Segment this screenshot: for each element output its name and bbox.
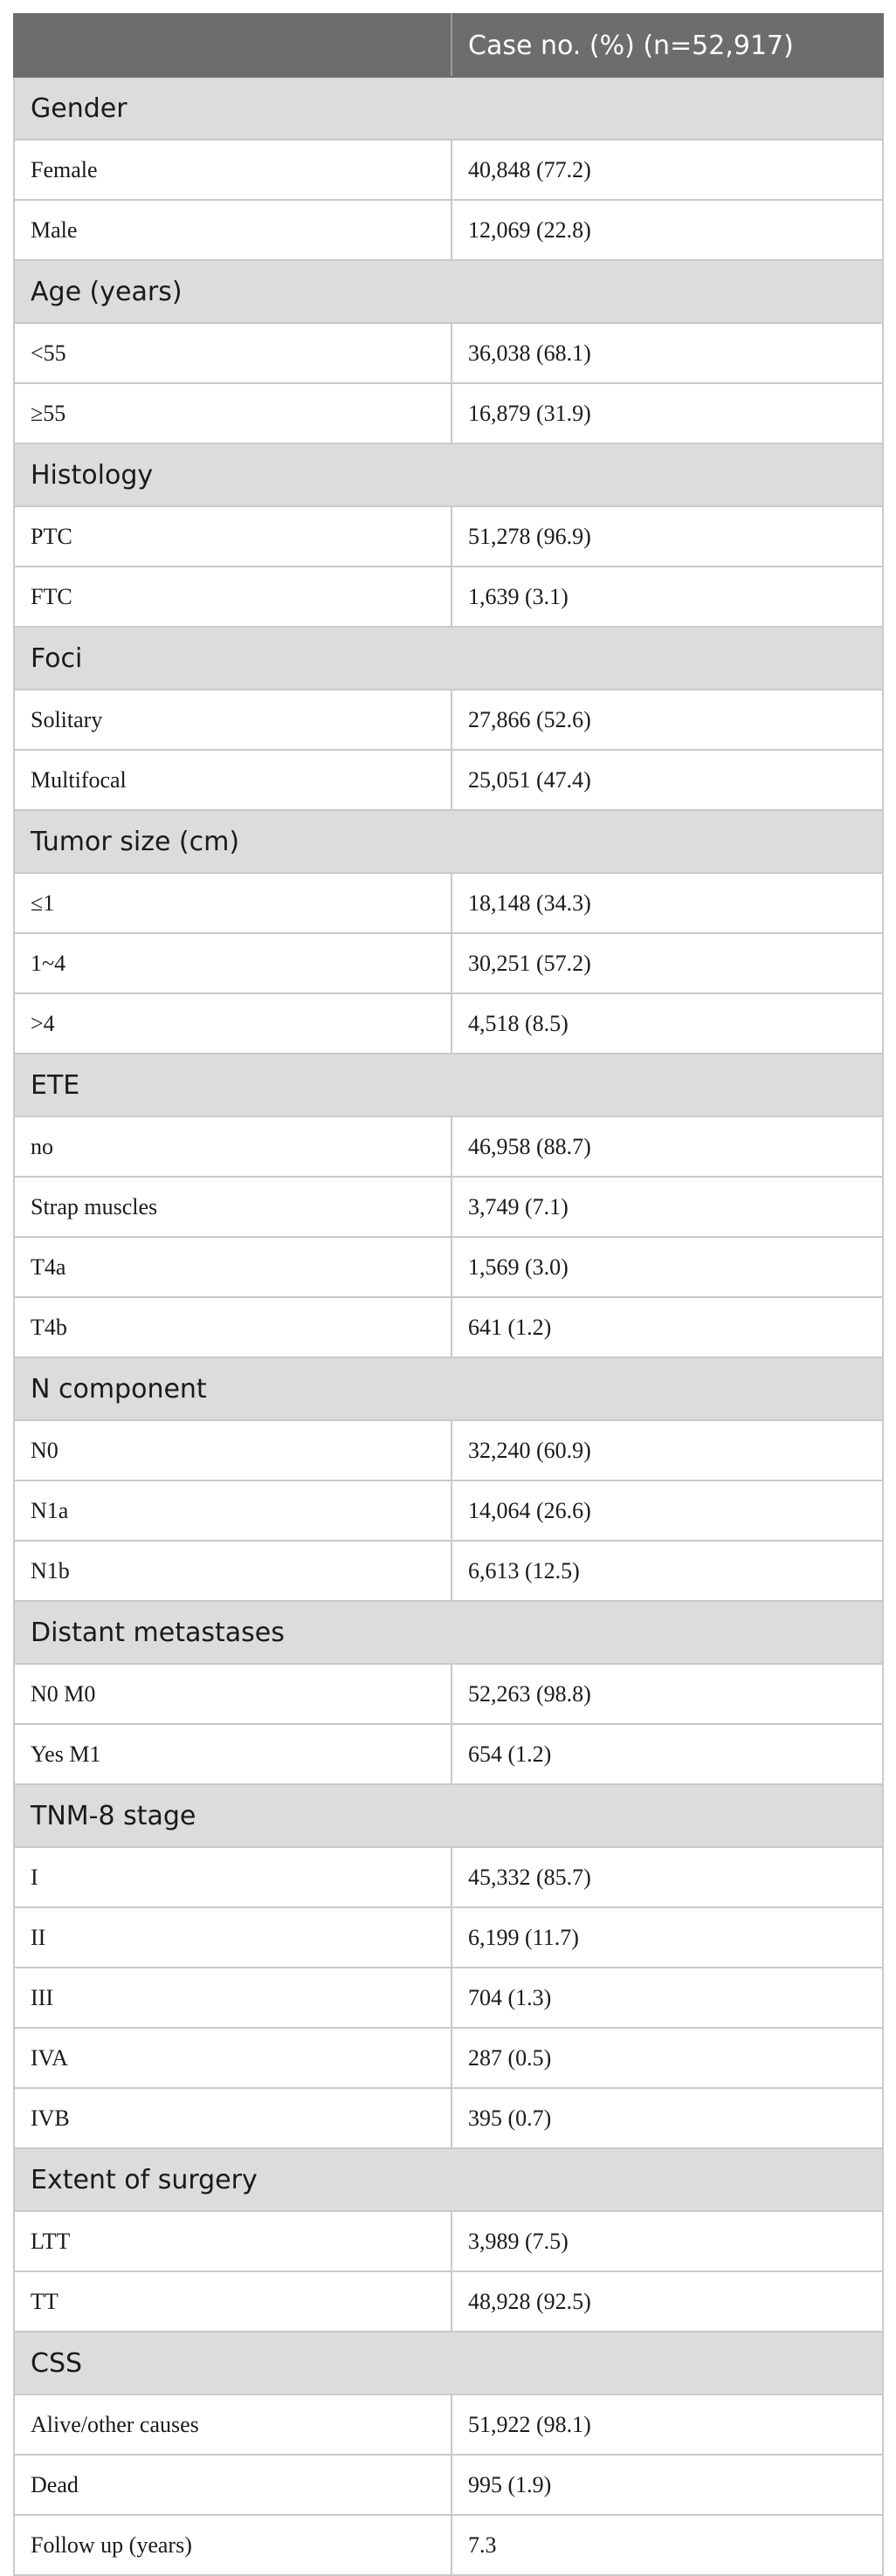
row-label: <55 [14, 323, 451, 383]
row-value: 32,240 (60.9) [451, 1420, 883, 1480]
row-label: Solitary [14, 690, 451, 750]
section-title: Histology [14, 443, 883, 506]
table-row [14, 2515, 883, 2575]
row-value: 6,613 (12.5) [451, 1541, 883, 1601]
header-blank-cell [14, 14, 451, 77]
row-value: 1,639 (3.1) [451, 567, 883, 627]
row-label: N0 M0 [14, 1664, 451, 1724]
row-value: 641 (1.2) [451, 1297, 883, 1357]
section-title: Foci [14, 627, 883, 690]
row-value: 3,989 (7.5) [451, 2211, 883, 2271]
section-title: Gender [14, 77, 883, 140]
row-value: 14,064 (26.6) [451, 1480, 883, 1541]
row-value: 995 (1.9) [451, 2455, 883, 2515]
row-value: 52,263 (98.8) [451, 1664, 883, 1724]
table-row [14, 1480, 883, 1541]
row-value: 7.3 [451, 2515, 883, 2575]
row-label: FTC [14, 567, 451, 627]
table-row [14, 1968, 883, 2028]
table-row [14, 2455, 883, 2515]
row-value: 51,922 (98.1) [451, 2394, 883, 2455]
row-value: 287 (0.5) [451, 2028, 883, 2088]
table-row [14, 2088, 883, 2148]
table-row [14, 750, 883, 810]
row-label: Multifocal [14, 750, 451, 810]
section-header-row [14, 1357, 883, 1420]
table-row [14, 690, 883, 750]
section-title: Extent of surgery [14, 2148, 883, 2211]
table-row [14, 567, 883, 627]
row-value: 45,332 (85.7) [451, 1847, 883, 1907]
row-value: 36,038 (68.1) [451, 323, 883, 383]
row-label: PTC [14, 506, 451, 567]
table-row [14, 1664, 883, 1724]
row-label: TT [14, 2271, 451, 2332]
row-value: 704 (1.3) [451, 1968, 883, 2028]
section-header-row [14, 810, 883, 873]
table-header-row [14, 14, 883, 77]
row-value: 18,148 (34.3) [451, 873, 883, 933]
section-title: N component [14, 1357, 883, 1420]
row-label: III [14, 1968, 451, 2028]
row-value: 4,518 (8.5) [451, 993, 883, 1054]
section-header-row [14, 443, 883, 506]
row-value: 1,569 (3.0) [451, 1237, 883, 1297]
table-row [14, 933, 883, 993]
row-label: T4a [14, 1237, 451, 1297]
table-body [14, 77, 883, 2575]
row-label: no [14, 1116, 451, 1177]
section-header-row [14, 1784, 883, 1847]
row-label: Alive/other causes [14, 2394, 451, 2455]
row-value: 12,069 (22.8) [451, 200, 883, 260]
row-label: >4 [14, 993, 451, 1054]
row-value: 3,749 (7.1) [451, 1177, 883, 1237]
row-value: 654 (1.2) [451, 1724, 883, 1784]
table-row [14, 2028, 883, 2088]
section-title: TNM-8 stage [14, 1784, 883, 1847]
row-value: 6,199 (11.7) [451, 1907, 883, 1968]
section-title: Age (years) [14, 260, 883, 323]
table-row [14, 2394, 883, 2455]
row-label: Male [14, 200, 451, 260]
table-row [14, 1237, 883, 1297]
table-row [14, 1724, 883, 1784]
row-label: LTT [14, 2211, 451, 2271]
row-label: N1b [14, 1541, 451, 1601]
row-label: ≤1 [14, 873, 451, 933]
table-row [14, 200, 883, 260]
table-row [14, 1420, 883, 1480]
table-row [14, 1177, 883, 1237]
row-value: 46,958 (88.7) [451, 1116, 883, 1177]
row-label: Female [14, 140, 451, 200]
row-value: 48,928 (92.5) [451, 2271, 883, 2332]
table-row [14, 993, 883, 1054]
table-row [14, 1116, 883, 1177]
table-row [14, 1907, 883, 1968]
row-value: 27,866 (52.6) [451, 690, 883, 750]
table-row [14, 1847, 883, 1907]
row-label: II [14, 1907, 451, 1968]
row-label: I [14, 1847, 451, 1907]
row-label: N0 [14, 1420, 451, 1480]
section-header-row [14, 1054, 883, 1116]
table-row [14, 2271, 883, 2332]
section-header-row [14, 1601, 883, 1664]
row-label: IVB [14, 2088, 451, 2148]
row-value: 30,251 (57.2) [451, 933, 883, 993]
row-label: Follow up (years) [14, 2515, 451, 2575]
section-title: ETE [14, 1054, 883, 1116]
section-title: Tumor size (cm) [14, 810, 883, 873]
row-value: 16,879 (31.9) [451, 383, 883, 443]
row-value: 25,051 (47.4) [451, 750, 883, 810]
section-header-row [14, 627, 883, 690]
row-label: 1~4 [14, 933, 451, 993]
table-row [14, 383, 883, 443]
table-row [14, 1541, 883, 1601]
row-value: 395 (0.7) [451, 2088, 883, 2148]
row-value: 40,848 (77.2) [451, 140, 883, 200]
row-label: T4b [14, 1297, 451, 1357]
header-case-count: Case no. (%) (n=52,917) [451, 14, 883, 77]
table-row [14, 506, 883, 567]
row-value: 51,278 (96.9) [451, 506, 883, 567]
row-label: Yes M1 [14, 1724, 451, 1784]
table-row [14, 873, 883, 933]
row-label: ≥55 [14, 383, 451, 443]
row-label: Dead [14, 2455, 451, 2515]
section-title: CSS [14, 2332, 883, 2394]
table-row [14, 140, 883, 200]
section-header-row [14, 260, 883, 323]
section-header-row [14, 77, 883, 140]
section-header-row [14, 2148, 883, 2211]
table-row [14, 2211, 883, 2271]
section-header-row [14, 2332, 883, 2394]
section-title: Distant metastases [14, 1601, 883, 1664]
table-row [14, 323, 883, 383]
row-label: IVA [14, 2028, 451, 2088]
row-label: N1a [14, 1480, 451, 1541]
row-label: Strap muscles [14, 1177, 451, 1237]
table-row [14, 1297, 883, 1357]
data-table [13, 13, 884, 2576]
